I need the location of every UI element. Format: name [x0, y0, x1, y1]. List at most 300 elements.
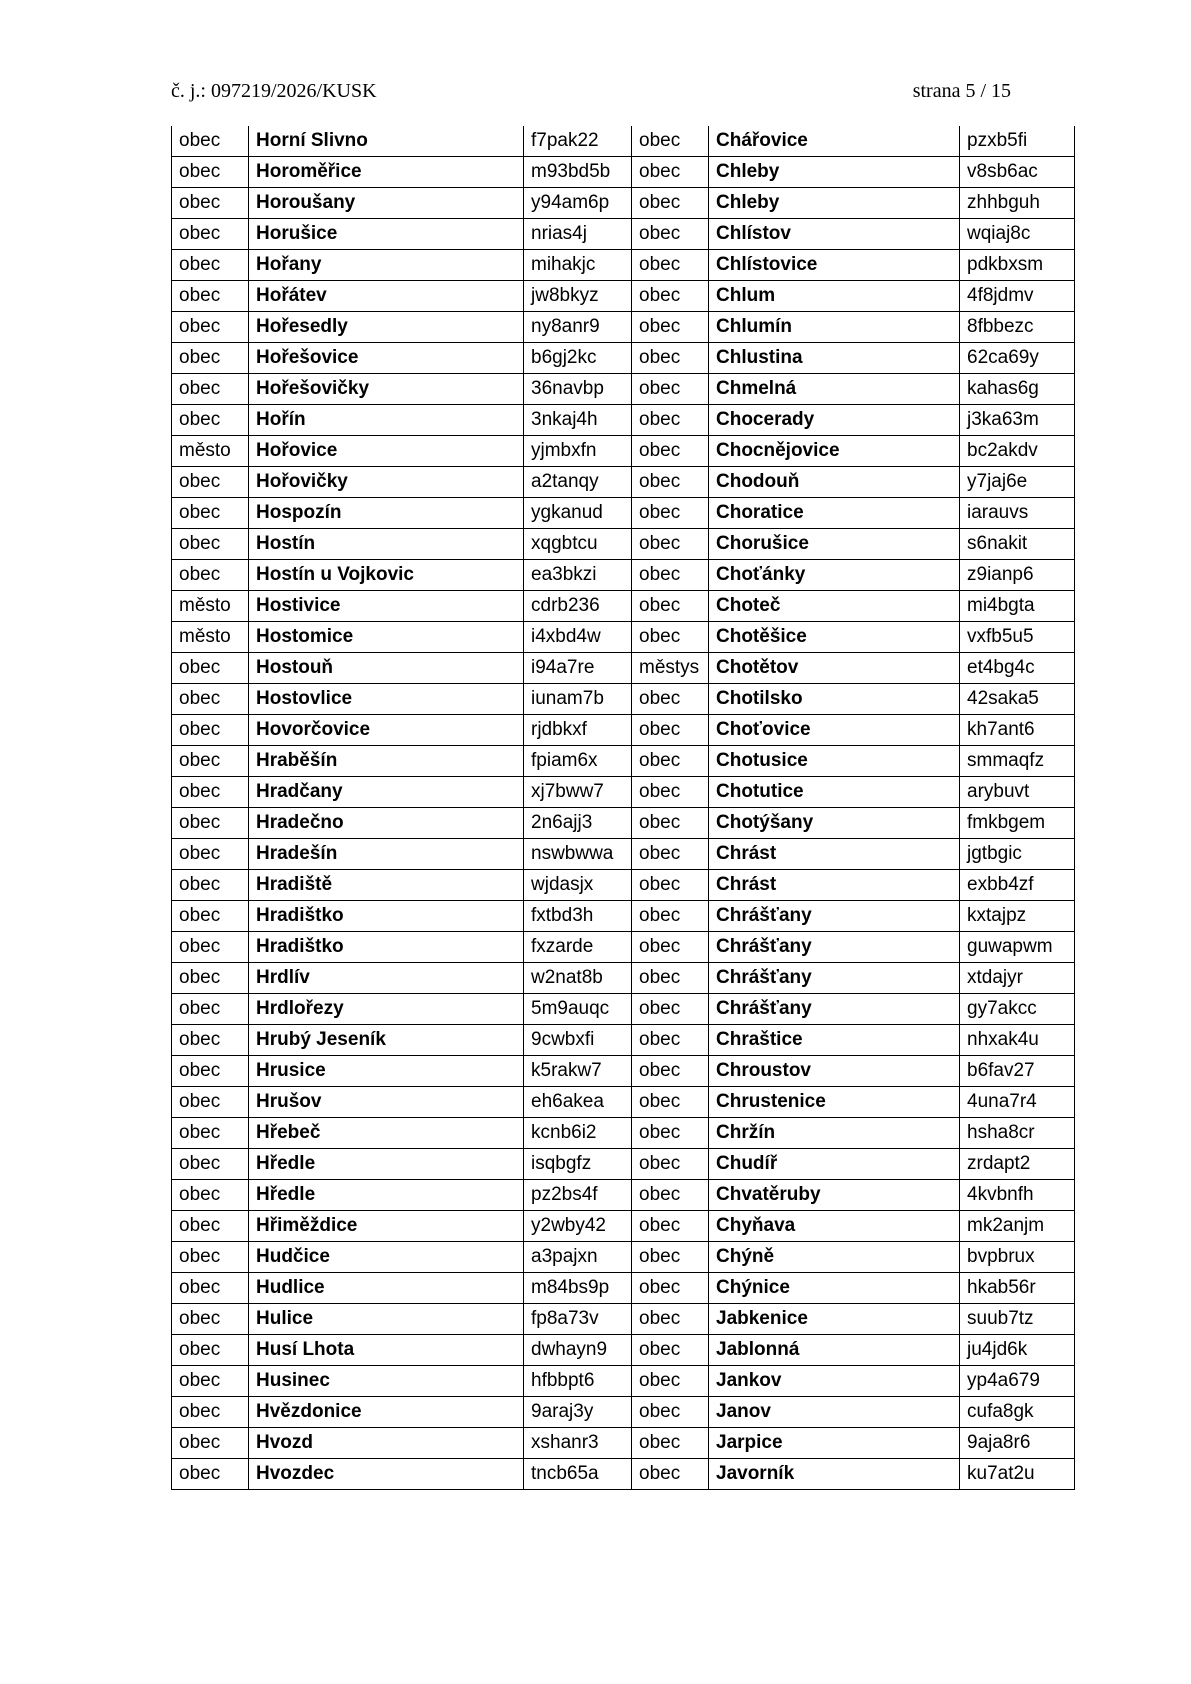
table-row — [172, 684, 1075, 715]
table-row — [172, 653, 1075, 684]
municipality-type-cell: obec — [172, 405, 249, 436]
municipality-code-cell: xqgbtcu — [524, 529, 632, 560]
table-row — [172, 219, 1075, 250]
municipality-name-cell: Hudlice — [249, 1273, 524, 1304]
municipality-name-cell: Chlumín — [709, 312, 960, 343]
municipality-type-cell: obec — [172, 1428, 249, 1459]
municipality-name-cell: Chýně — [709, 1242, 960, 1273]
table-row — [172, 560, 1075, 591]
municipality-name-cell: Chářovice — [709, 126, 960, 157]
municipality-type-cell: obec — [172, 219, 249, 250]
table-row — [172, 343, 1075, 374]
municipality-name-cell: Chotýšany — [709, 808, 960, 839]
municipality-code-cell: f7pak22 — [524, 126, 632, 157]
table-row — [172, 405, 1075, 436]
municipality-type-cell: obec — [632, 312, 709, 343]
table-row — [172, 467, 1075, 498]
municipality-name-cell: Hulice — [249, 1304, 524, 1335]
municipality-name-cell: Chrustenice — [709, 1087, 960, 1118]
municipality-code-cell: v8sb6ac — [960, 157, 1075, 188]
municipality-name-cell: Javorník — [709, 1459, 960, 1490]
municipality-name-cell: Hvozd — [249, 1428, 524, 1459]
municipality-code-cell: eh6akea — [524, 1087, 632, 1118]
municipality-type-cell: obec — [172, 157, 249, 188]
municipality-type-cell: město — [172, 622, 249, 653]
municipality-code-cell: s6nakit — [960, 529, 1075, 560]
municipality-code-cell: w2nat8b — [524, 963, 632, 994]
municipality-name-cell: Hradištko — [249, 932, 524, 963]
municipality-type-cell: obec — [632, 1118, 709, 1149]
municipality-code-cell: k5rakw7 — [524, 1056, 632, 1087]
municipality-name-cell: Husí Lhota — [249, 1335, 524, 1366]
table-row — [172, 622, 1075, 653]
table-row — [172, 281, 1075, 312]
municipality-type-cell: obec — [172, 870, 249, 901]
table-row — [172, 1273, 1075, 1304]
table-row — [172, 1087, 1075, 1118]
municipality-name-cell: Chotěšice — [709, 622, 960, 653]
municipality-type-cell: obec — [172, 963, 249, 994]
municipality-type-cell: obec — [632, 1335, 709, 1366]
municipality-name-cell: Hrdlív — [249, 963, 524, 994]
municipality-name-cell: Chrást — [709, 839, 960, 870]
municipality-type-cell: obec — [632, 808, 709, 839]
municipality-name-cell: Hořany — [249, 250, 524, 281]
municipality-type-cell: obec — [172, 529, 249, 560]
municipality-name-cell: Hovorčovice — [249, 715, 524, 746]
municipality-code-cell: rjdbkxf — [524, 715, 632, 746]
municipality-code-cell: 9cwbxfi — [524, 1025, 632, 1056]
municipality-name-cell: Jankov — [709, 1366, 960, 1397]
municipality-name-cell: Chraštice — [709, 1025, 960, 1056]
municipality-type-cell: obec — [172, 932, 249, 963]
municipality-code-cell: y7jaj6e — [960, 467, 1075, 498]
municipality-type-cell: obec — [632, 281, 709, 312]
municipality-name-cell: Hradečno — [249, 808, 524, 839]
municipality-code-cell: 4f8jdmv — [960, 281, 1075, 312]
table-row — [172, 901, 1075, 932]
municipality-code-cell: kxtajpz — [960, 901, 1075, 932]
municipality-type-cell: obec — [172, 1180, 249, 1211]
municipality-name-cell: Choratice — [709, 498, 960, 529]
municipality-type-cell: obec — [632, 963, 709, 994]
municipality-name-cell: Chodouň — [709, 467, 960, 498]
municipality-name-cell: Chotětov — [709, 653, 960, 684]
municipality-type-cell: obec — [172, 1397, 249, 1428]
document-reference: č. j.: 097219/2026/KUSK — [171, 80, 377, 102]
municipality-name-cell: Hradištko — [249, 901, 524, 932]
municipality-name-cell: Chmelná — [709, 374, 960, 405]
municipality-code-cell: kahas6g — [960, 374, 1075, 405]
municipality-type-cell: obec — [632, 1397, 709, 1428]
municipality-name-cell: Hořešovice — [249, 343, 524, 374]
municipality-name-cell: Hostomice — [249, 622, 524, 653]
municipality-code-cell: fxzarde — [524, 932, 632, 963]
municipality-table — [171, 126, 1075, 1490]
table-row — [172, 1397, 1075, 1428]
municipality-type-cell: obec — [172, 1459, 249, 1490]
table-row — [172, 126, 1075, 157]
municipality-code-cell: ku7at2u — [960, 1459, 1075, 1490]
municipality-code-cell: ygkanud — [524, 498, 632, 529]
municipality-name-cell: Hradčany — [249, 777, 524, 808]
municipality-type-cell: obec — [632, 219, 709, 250]
municipality-code-cell: fxtbd3h — [524, 901, 632, 932]
municipality-name-cell: Hostovlice — [249, 684, 524, 715]
municipality-name-cell: Chlustina — [709, 343, 960, 374]
municipality-name-cell: Jarpice — [709, 1428, 960, 1459]
municipality-code-cell: pz2bs4f — [524, 1180, 632, 1211]
municipality-name-cell: Chlístov — [709, 219, 960, 250]
municipality-type-cell: obec — [172, 1304, 249, 1335]
municipality-name-cell: Chrášťany — [709, 932, 960, 963]
municipality-type-cell: obec — [632, 1366, 709, 1397]
municipality-name-cell: Hostín — [249, 529, 524, 560]
municipality-name-cell: Hradešín — [249, 839, 524, 870]
municipality-name-cell: Chotusice — [709, 746, 960, 777]
table-row — [172, 1304, 1075, 1335]
municipality-name-cell: Chleby — [709, 188, 960, 219]
municipality-type-cell: obec — [172, 343, 249, 374]
municipality-name-cell: Chudíř — [709, 1149, 960, 1180]
municipality-name-cell: Chýnice — [709, 1273, 960, 1304]
municipality-type-cell: obec — [632, 1149, 709, 1180]
municipality-name-cell: Hradiště — [249, 870, 524, 901]
municipality-name-cell: Hořovičky — [249, 467, 524, 498]
municipality-type-cell: obec — [632, 405, 709, 436]
municipality-code-cell: nrias4j — [524, 219, 632, 250]
municipality-code-cell: 9araj3y — [524, 1397, 632, 1428]
municipality-name-cell: Hraběšín — [249, 746, 524, 777]
table-row — [172, 529, 1075, 560]
table-row — [172, 1366, 1075, 1397]
municipality-name-cell: Horoušany — [249, 188, 524, 219]
municipality-type-cell: obec — [172, 467, 249, 498]
municipality-name-cell: Hořesedly — [249, 312, 524, 343]
municipality-code-cell: fpiam6x — [524, 746, 632, 777]
municipality-type-cell: obec — [172, 1056, 249, 1087]
municipality-table-body — [172, 126, 1075, 1490]
municipality-code-cell: 3nkaj4h — [524, 405, 632, 436]
municipality-type-cell: obec — [632, 1025, 709, 1056]
table-row — [172, 963, 1075, 994]
table-row — [172, 1459, 1075, 1490]
municipality-code-cell: jgtbgic — [960, 839, 1075, 870]
table-row — [172, 436, 1075, 467]
table-row — [172, 157, 1075, 188]
table-row — [172, 994, 1075, 1025]
municipality-name-cell: Hrusice — [249, 1056, 524, 1087]
municipality-name-cell: Chorušice — [709, 529, 960, 560]
municipality-code-cell: hsha8cr — [960, 1118, 1075, 1149]
municipality-code-cell: arybuvt — [960, 777, 1075, 808]
municipality-type-cell: obec — [172, 715, 249, 746]
municipality-type-cell: obec — [632, 1304, 709, 1335]
municipality-type-cell: obec — [172, 746, 249, 777]
municipality-name-cell: Hostouň — [249, 653, 524, 684]
municipality-code-cell: b6fav27 — [960, 1056, 1075, 1087]
municipality-name-cell: Hřiměždice — [249, 1211, 524, 1242]
municipality-code-cell: xj7bww7 — [524, 777, 632, 808]
municipality-code-cell: b6gj2kc — [524, 343, 632, 374]
municipality-code-cell: nswbwwa — [524, 839, 632, 870]
municipality-name-cell: Hrdlořezy — [249, 994, 524, 1025]
municipality-type-cell: obec — [632, 250, 709, 281]
municipality-name-cell: Hrubý Jeseník — [249, 1025, 524, 1056]
municipality-code-cell: 42saka5 — [960, 684, 1075, 715]
municipality-type-cell: obec — [632, 157, 709, 188]
municipality-name-cell: Chlístovice — [709, 250, 960, 281]
municipality-code-cell: kcnb6i2 — [524, 1118, 632, 1149]
municipality-type-cell: obec — [172, 281, 249, 312]
municipality-name-cell: Hvozdec — [249, 1459, 524, 1490]
municipality-type-cell: obec — [632, 994, 709, 1025]
municipality-name-cell: Hořešovičky — [249, 374, 524, 405]
municipality-code-cell: yjmbxfn — [524, 436, 632, 467]
page-number: strana 5 / 15 — [912, 80, 1011, 102]
table-row — [172, 250, 1075, 281]
municipality-name-cell: Hostín u Vojkovic — [249, 560, 524, 591]
table-row — [172, 932, 1075, 963]
municipality-name-cell: Hudčice — [249, 1242, 524, 1273]
municipality-code-cell: bvpbrux — [960, 1242, 1075, 1273]
municipality-type-cell: obec — [632, 1428, 709, 1459]
municipality-type-cell: obec — [632, 343, 709, 374]
municipality-name-cell: Chržín — [709, 1118, 960, 1149]
municipality-type-cell: obec — [172, 1087, 249, 1118]
municipality-code-cell: pzxb5fi — [960, 126, 1075, 157]
municipality-code-cell: vxfb5u5 — [960, 622, 1075, 653]
municipality-name-cell: Hořovice — [249, 436, 524, 467]
municipality-name-cell: Chrášťany — [709, 994, 960, 1025]
municipality-type-cell: obec — [172, 1366, 249, 1397]
municipality-name-cell: Hvězdonice — [249, 1397, 524, 1428]
municipality-code-cell: tncb65a — [524, 1459, 632, 1490]
municipality-name-cell: Horní Slivno — [249, 126, 524, 157]
municipality-type-cell: obec — [172, 560, 249, 591]
municipality-code-cell: hfbbpt6 — [524, 1366, 632, 1397]
municipality-code-cell: 5m9auqc — [524, 994, 632, 1025]
municipality-type-cell: obec — [172, 498, 249, 529]
table-row — [172, 312, 1075, 343]
municipality-type-cell: obec — [172, 901, 249, 932]
municipality-type-cell: obec — [632, 746, 709, 777]
municipality-type-cell: obec — [172, 777, 249, 808]
municipality-name-cell: Hředle — [249, 1180, 524, 1211]
municipality-type-cell: městys — [632, 653, 709, 684]
municipality-code-cell: mi4bgta — [960, 591, 1075, 622]
municipality-name-cell: Chrášťany — [709, 963, 960, 994]
municipality-type-cell: obec — [172, 1025, 249, 1056]
municipality-name-cell: Choteč — [709, 591, 960, 622]
page-header — [171, 80, 1011, 106]
municipality-name-cell: Chroustov — [709, 1056, 960, 1087]
municipality-code-cell: m93bd5b — [524, 157, 632, 188]
municipality-code-cell: z9ianp6 — [960, 560, 1075, 591]
municipality-name-cell: Jabkenice — [709, 1304, 960, 1335]
municipality-code-cell: fp8a73v — [524, 1304, 632, 1335]
municipality-type-cell: obec — [632, 529, 709, 560]
municipality-type-cell: obec — [632, 560, 709, 591]
municipality-code-cell: mihakjc — [524, 250, 632, 281]
table-row — [172, 1335, 1075, 1366]
table-row — [172, 715, 1075, 746]
municipality-code-cell: 4una7r4 — [960, 1087, 1075, 1118]
municipality-type-cell: obec — [172, 684, 249, 715]
municipality-code-cell: j3ka63m — [960, 405, 1075, 436]
municipality-type-cell: obec — [172, 808, 249, 839]
municipality-code-cell: smmaqfz — [960, 746, 1075, 777]
municipality-name-cell: Hrušov — [249, 1087, 524, 1118]
municipality-code-cell: zhhbguh — [960, 188, 1075, 219]
municipality-code-cell: 9aja8r6 — [960, 1428, 1075, 1459]
table-row — [172, 1180, 1075, 1211]
municipality-name-cell: Chocnějovice — [709, 436, 960, 467]
municipality-code-cell: y2wby42 — [524, 1211, 632, 1242]
municipality-type-cell: obec — [632, 622, 709, 653]
municipality-code-cell: iarauvs — [960, 498, 1075, 529]
municipality-code-cell: jw8bkyz — [524, 281, 632, 312]
municipality-code-cell: isqbgfz — [524, 1149, 632, 1180]
municipality-name-cell: Husinec — [249, 1366, 524, 1397]
table-row — [172, 1056, 1075, 1087]
municipality-type-cell: obec — [172, 1242, 249, 1273]
table-row — [172, 777, 1075, 808]
municipality-name-cell: Chrášťany — [709, 901, 960, 932]
municipality-code-cell: i94a7re — [524, 653, 632, 684]
municipality-code-cell: xshanr3 — [524, 1428, 632, 1459]
municipality-type-cell: obec — [172, 1273, 249, 1304]
municipality-type-cell: obec — [172, 994, 249, 1025]
municipality-type-cell: město — [172, 436, 249, 467]
municipality-type-cell: obec — [632, 1273, 709, 1304]
municipality-type-cell: obec — [632, 1087, 709, 1118]
municipality-code-cell: pdkbxsm — [960, 250, 1075, 281]
municipality-type-cell: obec — [632, 498, 709, 529]
municipality-type-cell: obec — [632, 374, 709, 405]
municipality-type-cell: obec — [632, 1459, 709, 1490]
municipality-name-cell: Chleby — [709, 157, 960, 188]
municipality-code-cell: 4kvbnfh — [960, 1180, 1075, 1211]
municipality-type-cell: obec — [172, 374, 249, 405]
municipality-code-cell: i4xbd4w — [524, 622, 632, 653]
municipality-type-cell: obec — [172, 1211, 249, 1242]
municipality-type-cell: obec — [632, 715, 709, 746]
municipality-type-cell: obec — [632, 901, 709, 932]
municipality-code-cell: 36navbp — [524, 374, 632, 405]
municipality-code-cell: exbb4zf — [960, 870, 1075, 901]
municipality-type-cell: obec — [172, 126, 249, 157]
municipality-code-cell: ea3bkzi — [524, 560, 632, 591]
municipality-name-cell: Hřebeč — [249, 1118, 524, 1149]
municipality-name-cell: Hořín — [249, 405, 524, 436]
municipality-type-cell: obec — [172, 188, 249, 219]
municipality-code-cell: a3pajxn — [524, 1242, 632, 1273]
table-row — [172, 1025, 1075, 1056]
municipality-code-cell: bc2akdv — [960, 436, 1075, 467]
municipality-name-cell: Choťánky — [709, 560, 960, 591]
municipality-code-cell: 62ca69y — [960, 343, 1075, 374]
municipality-name-cell: Hořátev — [249, 281, 524, 312]
municipality-name-cell: Chotutice — [709, 777, 960, 808]
table-row — [172, 839, 1075, 870]
municipality-code-cell: 8fbbezc — [960, 312, 1075, 343]
municipality-code-cell: ju4jd6k — [960, 1335, 1075, 1366]
table-row — [172, 498, 1075, 529]
table-row — [172, 746, 1075, 777]
municipality-type-cell: obec — [632, 188, 709, 219]
municipality-code-cell: nhxak4u — [960, 1025, 1075, 1056]
municipality-type-cell: obec — [172, 250, 249, 281]
municipality-code-cell: mk2anjm — [960, 1211, 1075, 1242]
municipality-name-cell: Horoměřice — [249, 157, 524, 188]
municipality-code-cell: ny8anr9 — [524, 312, 632, 343]
table-row — [172, 808, 1075, 839]
municipality-code-cell: hkab56r — [960, 1273, 1075, 1304]
municipality-code-cell: et4bg4c — [960, 653, 1075, 684]
table-row — [172, 1211, 1075, 1242]
municipality-code-cell: a2tanqy — [524, 467, 632, 498]
municipality-code-cell: 2n6ajj3 — [524, 808, 632, 839]
municipality-type-cell: obec — [172, 1149, 249, 1180]
municipality-type-cell: obec — [172, 839, 249, 870]
municipality-name-cell: Chocerady — [709, 405, 960, 436]
municipality-type-cell: obec — [172, 1335, 249, 1366]
municipality-code-cell: fmkbgem — [960, 808, 1075, 839]
municipality-code-cell: cdrb236 — [524, 591, 632, 622]
municipality-type-cell: obec — [632, 777, 709, 808]
municipality-type-cell: obec — [172, 1118, 249, 1149]
municipality-type-cell: obec — [632, 839, 709, 870]
table-row — [172, 870, 1075, 901]
municipality-name-cell: Chrást — [709, 870, 960, 901]
municipality-type-cell: obec — [632, 870, 709, 901]
table-row — [172, 591, 1075, 622]
municipality-type-cell: obec — [632, 684, 709, 715]
municipality-type-cell: obec — [632, 591, 709, 622]
municipality-code-cell: xtdajyr — [960, 963, 1075, 994]
municipality-type-cell: obec — [632, 436, 709, 467]
municipality-code-cell: suub7tz — [960, 1304, 1075, 1335]
municipality-name-cell: Hostivice — [249, 591, 524, 622]
municipality-type-cell: obec — [632, 1180, 709, 1211]
municipality-type-cell: obec — [632, 126, 709, 157]
municipality-code-cell: iunam7b — [524, 684, 632, 715]
municipality-name-cell: Hředle — [249, 1149, 524, 1180]
table-row — [172, 1149, 1075, 1180]
table-row — [172, 188, 1075, 219]
municipality-type-cell: obec — [632, 932, 709, 963]
municipality-name-cell: Jablonná — [709, 1335, 960, 1366]
municipality-type-cell: obec — [632, 1211, 709, 1242]
municipality-code-cell: cufa8gk — [960, 1397, 1075, 1428]
municipality-code-cell: kh7ant6 — [960, 715, 1075, 746]
municipality-code-cell: guwapwm — [960, 932, 1075, 963]
municipality-code-cell: yp4a679 — [960, 1366, 1075, 1397]
municipality-code-cell: m84bs9p — [524, 1273, 632, 1304]
municipality-type-cell: obec — [632, 1056, 709, 1087]
municipality-code-cell: dwhayn9 — [524, 1335, 632, 1366]
municipality-type-cell: město — [172, 591, 249, 622]
table-row — [172, 374, 1075, 405]
municipality-name-cell: Chotilsko — [709, 684, 960, 715]
municipality-type-cell: obec — [172, 312, 249, 343]
municipality-code-cell: zrdapt2 — [960, 1149, 1075, 1180]
municipality-name-cell: Choťovice — [709, 715, 960, 746]
municipality-type-cell: obec — [172, 653, 249, 684]
municipality-name-cell: Chlum — [709, 281, 960, 312]
municipality-name-cell: Horušice — [249, 219, 524, 250]
